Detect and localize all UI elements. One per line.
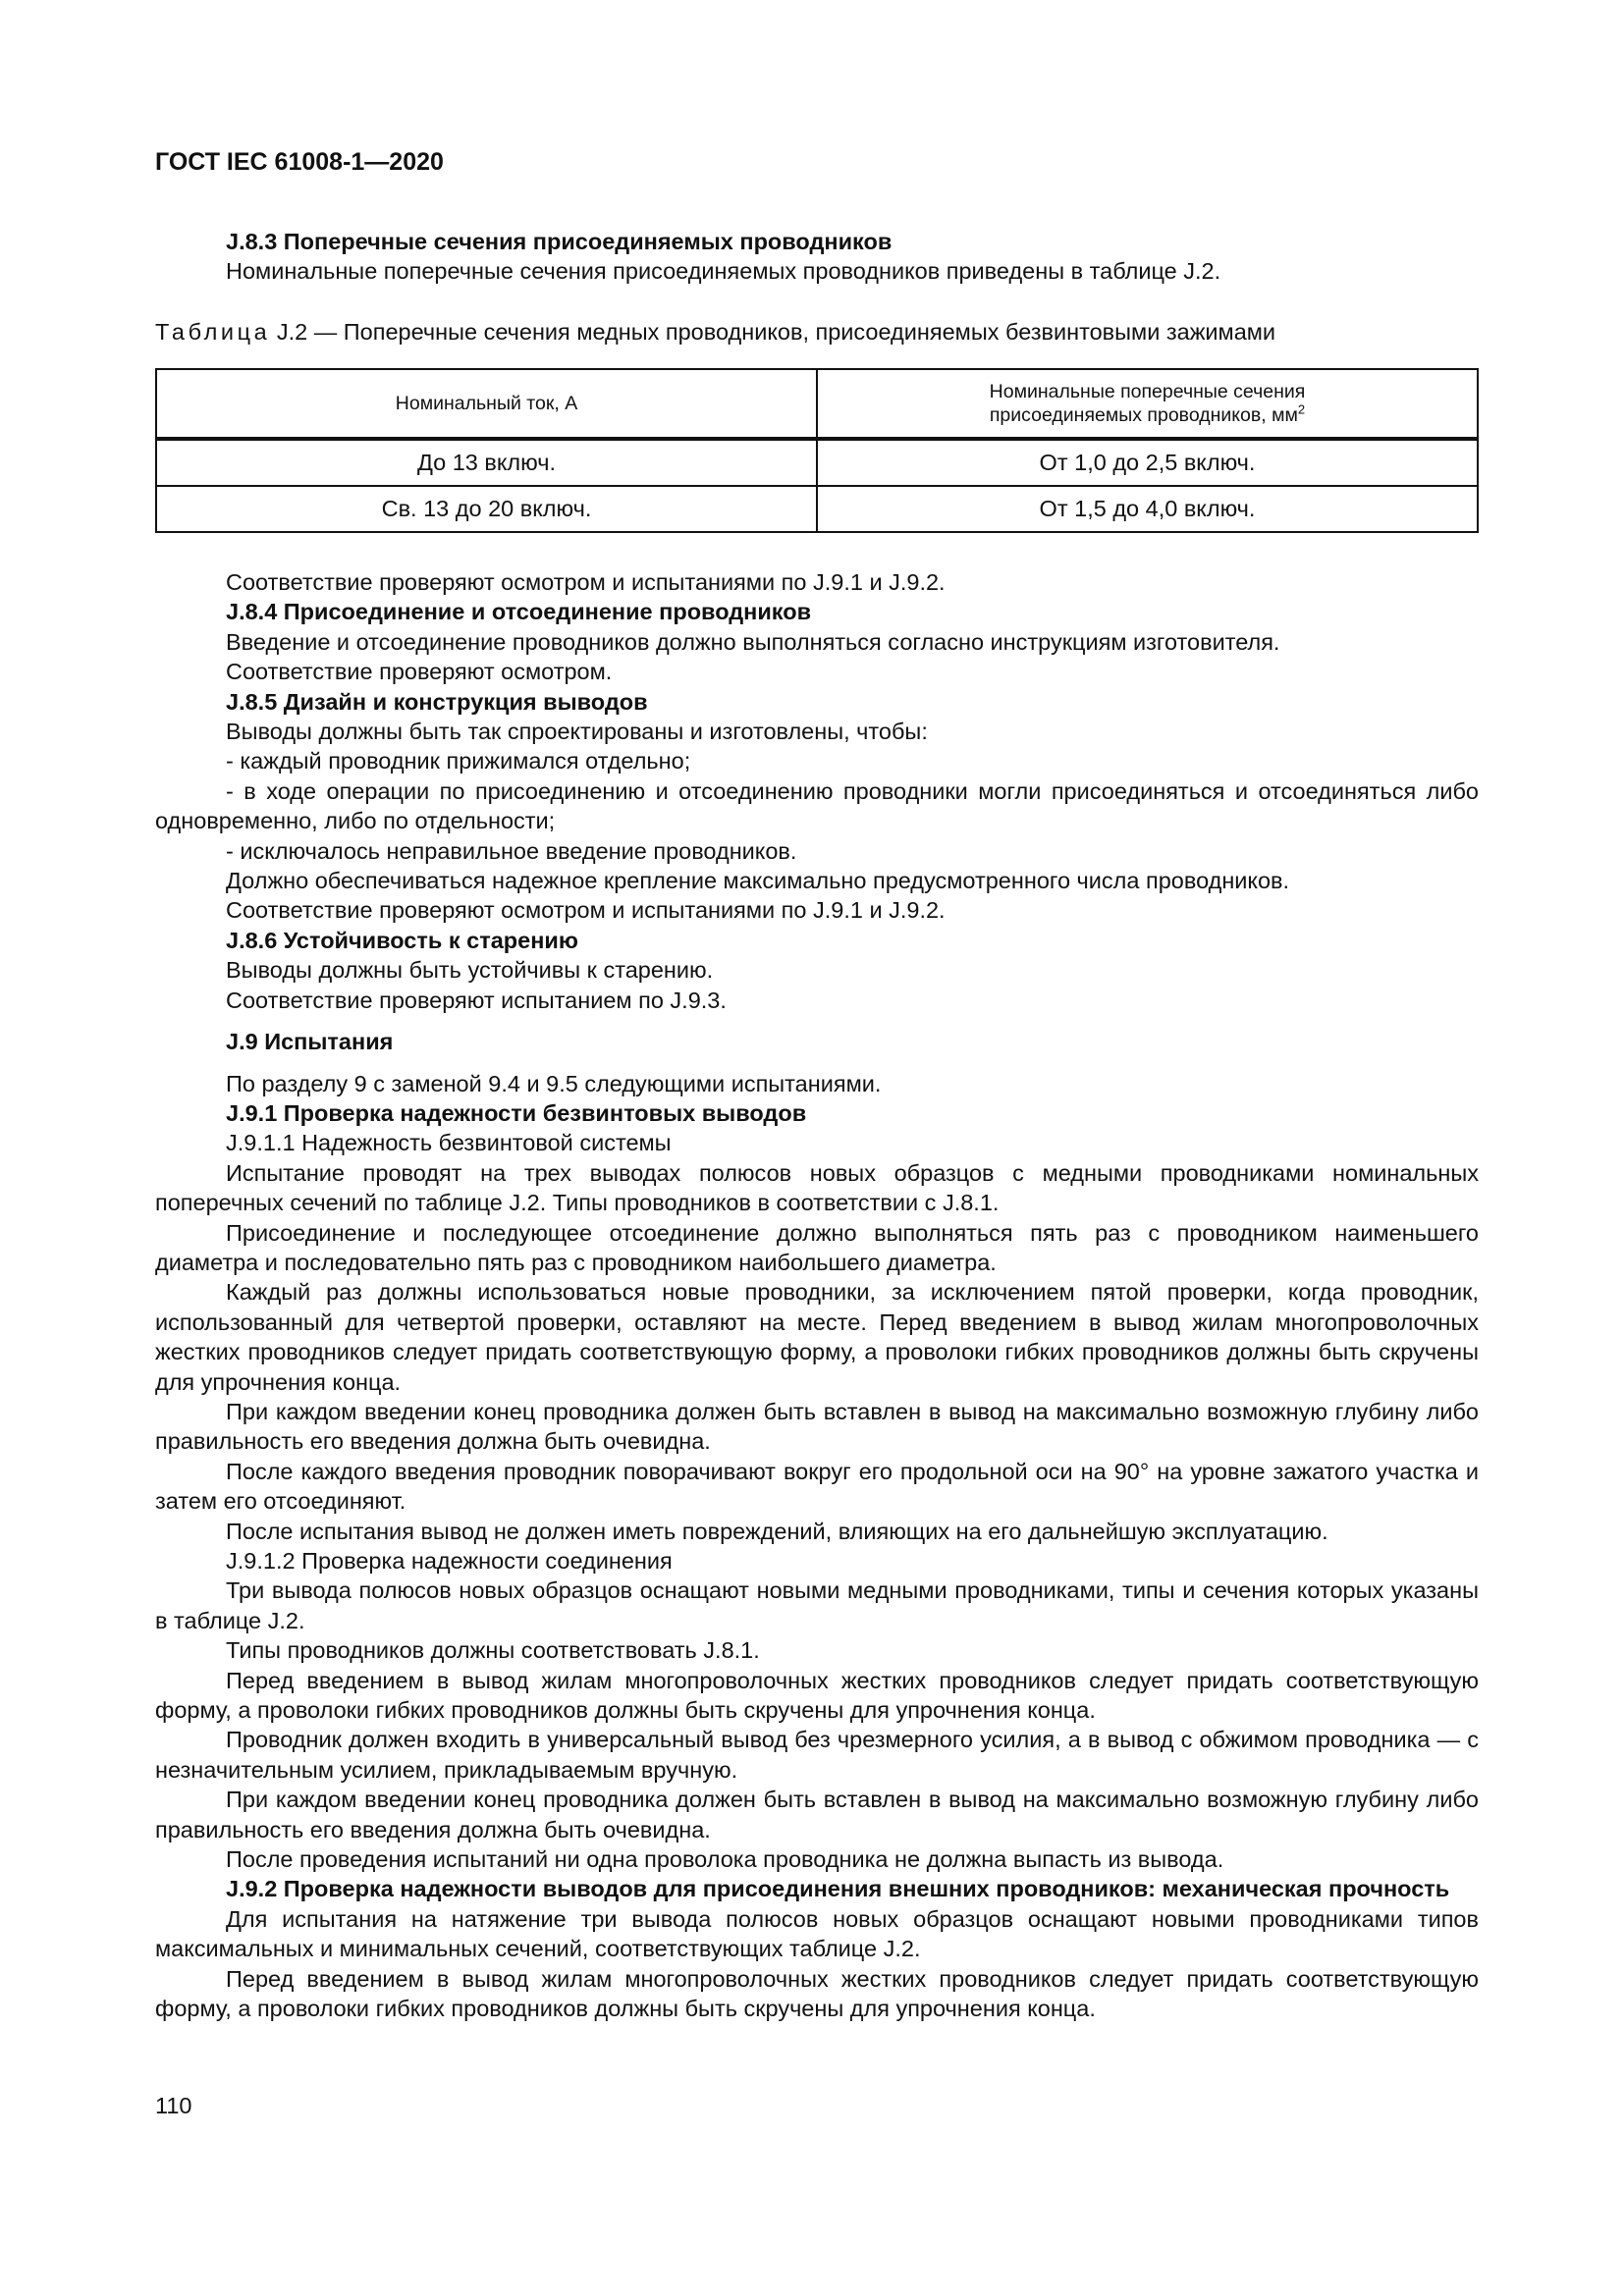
table-cell-current: До 13 включ. [156, 439, 817, 486]
table-header-current: Номинальный ток, А [156, 369, 817, 439]
table-caption-label: Таблица [155, 319, 271, 345]
heading-j83: J.8.3 Поперечные сечения присоединяемых проводников [226, 229, 893, 254]
list-item: - в ходе операции по присоединению и отсоединению проводники могли присоединяться и отсоединяться либо одновременно, либо по отдельности; [155, 777, 1479, 834]
table-row [156, 486, 1478, 532]
paragraph: После испытания вывод не должен иметь повреждений, влияющих на его дальнейшую эксплуатацию. [226, 1518, 1328, 1544]
paragraph: Присоединение и последующее отсоединение должно выполняться пять раз с проводником наименьшего диаметра и последовательно пять раз с проводником наибольшего диаметра. [155, 1219, 1479, 1275]
paragraph: Каждый раз должны использоваться новые проводники, за исключением пятой проверки, когда проводник, использованный для четвертой проверки, оставляют на месте. Перед введением в вывод жилам многопроволочных жестких проводников следует придать соответствующую форму, а проволоки гибких проводников должны быть скручены для упрочнения конца. [155, 1279, 1479, 1395]
list-item: - исключалось неправильное введение проводников. [226, 837, 797, 864]
paragraph: Соответствие проверяют осмотром и испытаниями по J.9.1 и J.9.2. [226, 569, 946, 595]
standard-header: ГОСТ IEC 61008-1—2020 [155, 148, 444, 176]
paragraph: Типы проводников должны соответствовать J.8.1. [226, 1637, 760, 1664]
paragraph: Соответствие проверяют осмотром. [226, 659, 613, 685]
section-j83 [155, 227, 1479, 287]
heading-j85: J.8.5 Дизайн и конструкция выводов [226, 688, 648, 715]
table-header-row [156, 369, 1478, 439]
paragraph: После каждого введения проводник поворачивают вокруг его продольной оси на 90° на уровне зажатого участка и затем его отсоединяют. [155, 1458, 1479, 1515]
paragraph: Соответствие проверяют испытанием по J.9.3. [226, 987, 727, 1013]
paragraph: Должно обеспечиваться надежное крепление максимально предусмотренного числа проводников. [226, 868, 1290, 894]
table-header-section: Номинальные поперечные сечения присоединяемых проводников, $мм^2$ [817, 369, 1478, 439]
heading-j92: J.9.2 Проверка надежности выводов для присоединения внешних проводников: механическая прочность [226, 1876, 1450, 1902]
paragraph: Соответствие проверяют осмотром и испытаниями по J.9.1 и J.9.2. [226, 897, 946, 924]
spacer [155, 1015, 1479, 1027]
list-item: - каждый проводник прижимался отдельно; [226, 748, 691, 774]
paragraph: Для испытания на натяжение три вывода полюсов новых образцов оснащают новыми проводниками типов максимальных и минимальных сечений, соответствующих таблице J.2. [155, 1905, 1479, 1962]
superscript: 2 [1297, 401, 1306, 417]
paragraph: Проводник должен входить в универсальный вывод без чрезмерного усилия, а в вывод с обжимом проводника — с незначительным усилием, прикладываемым вручную. [155, 1727, 1479, 1783]
table-cell-section: От 1,0 до 2,5 включ. [817, 439, 1478, 486]
paragraph: После проведения испытаний ни одна проволока проводника не должна выпасть из вывода. [226, 1846, 1224, 1873]
paragraph: Номинальные поперечные сечения присоединяемых проводников приведены в таблице J.2. [226, 258, 1221, 285]
heading-j91: J.9.1 Проверка надежности безвинтовых выводов [226, 1099, 807, 1126]
paragraph: Выводы должны быть так спроектированы и изготовлены, чтобы: [226, 719, 928, 745]
heading-j84: J.8.4 Присоединение и отсоединение проводников [226, 599, 812, 625]
page-number: 110 [155, 2093, 192, 2118]
heading-j9: J.9 Испытания [226, 1029, 394, 1055]
table-cell-current: Св. 13 до 20 включ. [156, 486, 817, 532]
section-j84-j86 [155, 567, 1479, 2024]
table-caption-title: J.2 — Поперечные сечения медных проводников, присоединяемых безвинтовыми зажимами [270, 319, 1276, 345]
paragraph: По разделу 9 с заменой 9.4 и 9.5 следующими испытаниями. [226, 1070, 882, 1096]
heading-j911: J.9.1.1 Надежность безвинтовой системы [226, 1130, 672, 1156]
table-caption [155, 317, 1275, 347]
table-row [156, 439, 1478, 486]
paragraph: При каждом введении конец проводника должен быть вставлен в вывод на максимально возможную глубину либо правильность его введения должна быть очевидна. [155, 1787, 1479, 1842]
conductor-table [155, 368, 1479, 533]
paragraph: Перед введением в вывод жилам многопроволочных жестких проводников следует придать соответствующую форму, а проволоки гибких проводников должны быть скручены для упрочнения конца. [155, 1965, 1479, 2022]
paragraph: Выводы должны быть устойчивы к старению. [226, 957, 714, 984]
paragraph: Испытание проводят на трех выводах полюсов новых образцов с медными проводниками номинальных поперечных сечений по таблице J.2. Типы проводников в соответствии с J.8.1. [155, 1159, 1479, 1216]
paragraph: Три вывода полюсов новых образцов оснащают новыми медными проводниками, типы и сечения которых указаны в таблице J.2. [155, 1577, 1479, 1633]
paragraph: Перед введением в вывод жилам многопроволочных жестких проводников следует придать соответствующую форму, а проволоки гибких проводников должны быть скручены для упрочнения конца. [155, 1667, 1479, 1724]
table-cell-section: От 1,5 до 4,0 включ. [817, 486, 1478, 532]
spacer [155, 1057, 1479, 1069]
heading-j86: J.8.6 Устойчивость к старению [226, 927, 578, 953]
paragraph: При каждом введении конец проводника должен быть вставлен в вывод на максимально возможную глубину либо правильность его введения должна быть очевидна. [155, 1398, 1479, 1455]
paragraph: Введение и отсоединение проводников должно выполняться согласно инструкциям изготовителя. [226, 628, 1280, 655]
heading-j912: J.9.1.2 Проверка надежности соединения [226, 1548, 673, 1574]
